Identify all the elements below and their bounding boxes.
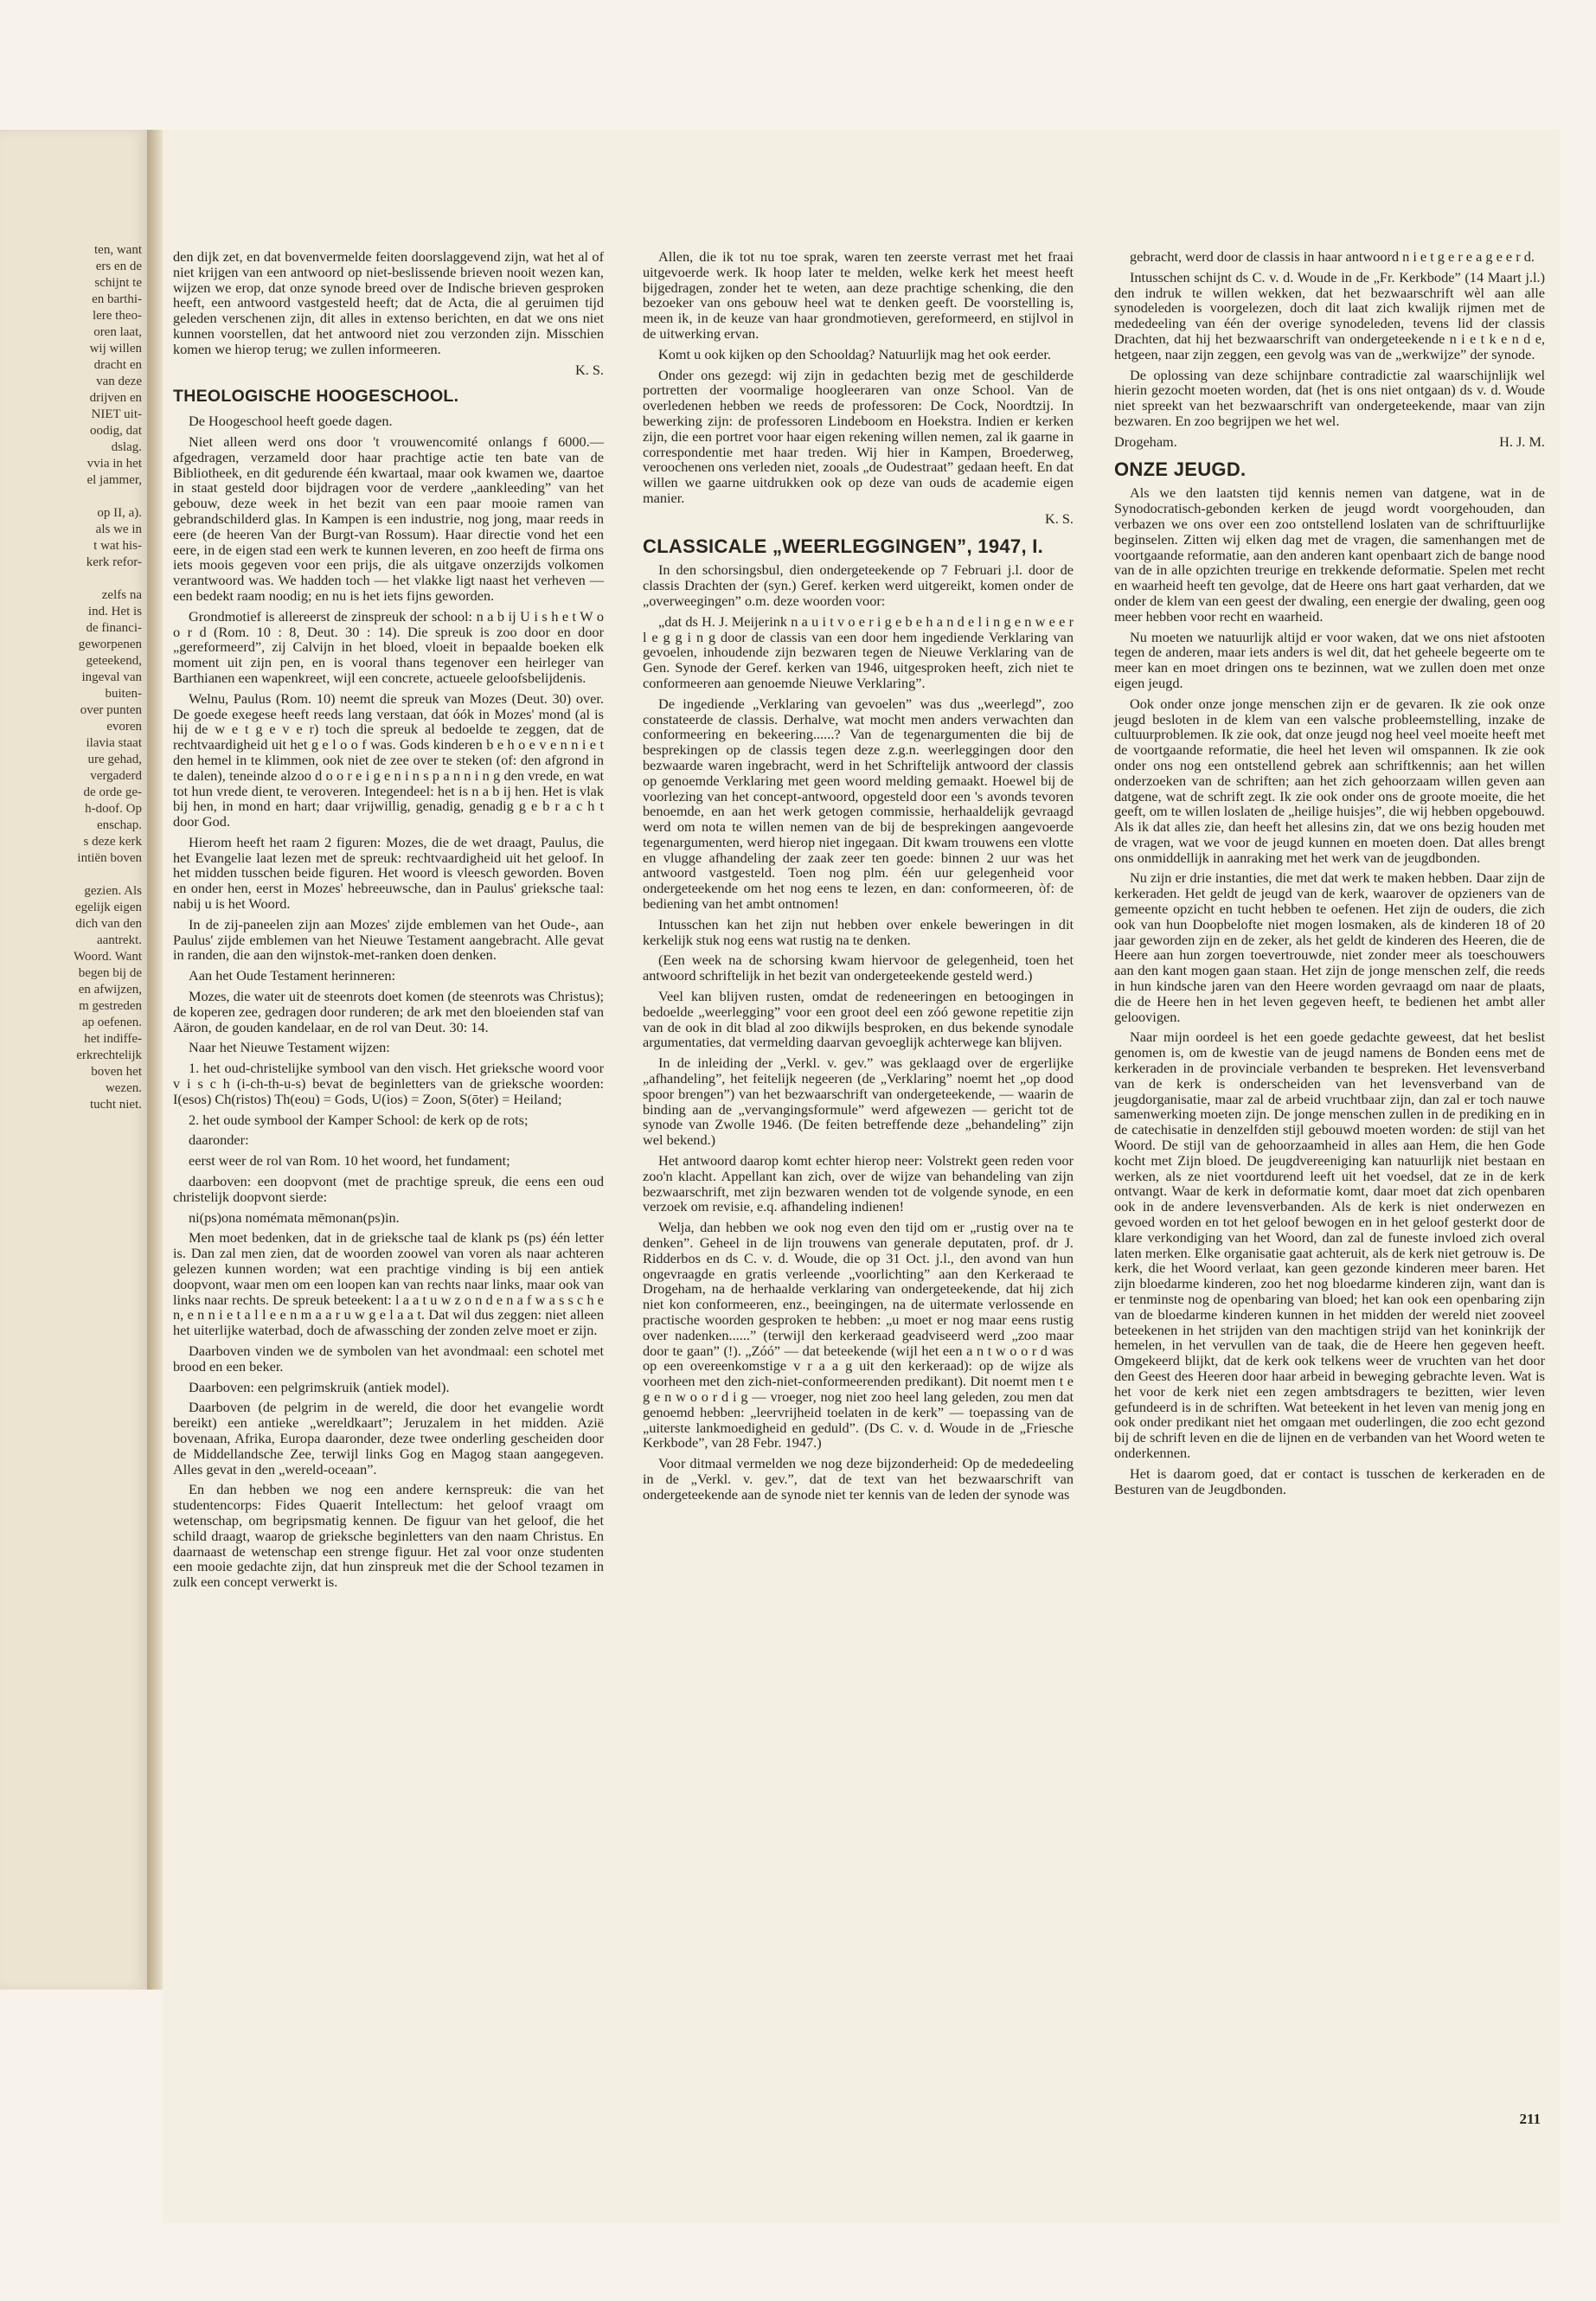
newspaper-page — [163, 130, 1560, 2223]
adjacent-page-line: oren laat, — [93, 325, 142, 339]
adjacent-page-line — [12, 489, 142, 505]
adjacent-page-line: ure gehad, — [87, 753, 142, 766]
adjacent-page-line: Woord. Want — [74, 950, 142, 964]
adjacent-page-line: wezen. — [105, 1081, 142, 1095]
col1-paragraph: Grondmotief is allereerst de zinspreuk der school: n a b ij U i s h e t W o o r d (Rom. 10 : 8, Deut. 30 : 14). Die spreuk is zoo door en door „gereformeerd”, zij Calvijn in het bloed, vloeit in bepaalde boeken elk moment uit zijn pen, en is vooral thans tegenover een heirleger van Barthianen een wapenkreet, wijl een concrete, actueele geloofsbelijdenis. — [173, 607, 604, 686]
adjacent-page-line: wij willen — [89, 342, 142, 356]
col3-paragraph: Ook onder onze jonge menschen zijn er de gevaren. Ik zie ook onze jeugd besloten in de klem van een valsche probleemstelling, inzake de cultuurproblemen. Ik zie ook, dat onze jeugd nog heel veel moeite heeft met de voortgaande reformatie, die heel het leven wil omspannen. Ik zie ook onder ons nog een ontstellend gebrek aan schriftkennis; aan het willen onderzoeken van de schriften; aan het zich gehoorzaam willen geven aan datgene, wat de schrift zegt. Ik zie ook onder ons de groote moeite, die het geeft, om te willen loslaten de „heilige huisjes”, die wij hebben opgebouwd. Als ik dat alles zie, dan heeft het allesins zin, dat we ons bezig houden met de vragen, wat we voor de jeugd kunnen en moeten doen. Dat alles brengt ons onmiddellijk in aanraking met het werk van de jeugdbonden. — [1114, 695, 1545, 866]
col1-paragraph: In de zij-paneelen zijn aan Mozes' zijde emblemen van het Oude-, aan Paulus' zijde emblemen van het Nieuwe Testament aangebracht. Alle gevat in randen, die aan den wijnstok-met-ranken doen denken. — [173, 915, 604, 964]
col3-paragraph: Nu moeten we natuurlijk altijd er voor waken, dat we ons niet afstooten tegen de anderen, maar iets anders is wel dit, dat het geheele begeerte om te meer kan en moet dringen ons te bezinnen, wat we zullen doen met onze eigen jeugd. — [1114, 628, 1545, 691]
column-3 — [1114, 249, 1545, 1502]
heading-onze-jeugd: ONZE JEUGD. — [1114, 458, 1247, 480]
col1-paragraph: De Hoogeschool heeft goede dagen. — [189, 413, 393, 430]
col1-paragraph: Hierom heeft het raam 2 figuren: Mozes, die de wet draagt, Paulus, die het Evangelie laat lezen met de spreuk: rechtvaardigheid uit het geloof. In het midden tusschen beide figuren. Het woord is vleesch geworden. Boven en onder hen, eerst in Mozes' hebreeuwsche, dan in Paulus' grieksche taal: nabij u is het Woord. — [173, 833, 604, 913]
adjacent-page-line: t wat his- — [93, 539, 142, 553]
adjacent-page-line: tucht niet. — [90, 1098, 142, 1112]
col2-body — [643, 562, 1074, 1502]
col1-paragraph: Welnu, Paulus (Rom. 10) neemt die spreuk van Mozes (Deut. 30) over. De goede exegese heeft reeds lang verstaan, dat óók in Mozes' mond (al is hij de w e t g e v e r) toch die spreuk al bedoelde te zeggen, dat de rechtvaardigheid uit het g e l o o f was. Gods kinderen b e h o e v e n n i e t den hemel in te klimmen, ook niet de zee over te steken (of: den afgrond in te dalen), teneinde alzoo d o o r e i g e n i n s p a n n i n g den vrede, en wat tot hun vrede dient, te veroveren. Integendeel: het is n a b ij hen. Het is vlak bij hen, in mond en hart; daar vrijwillig, genadig, genadig g e b r a c h t door God. — [173, 689, 604, 830]
adjacent-page-line: als we in — [95, 522, 142, 536]
col1-paragraph: Niet alleen werd ons door 't vrouwencomité onlangs f 6000.— afgedragen, verzameld door haar prachtige actie ten bate van de Bibliotheek, en dit gedurende één kwartaal, maar ook kwamen we, daartoe in staat gesteld door bijdragen voor de verdere „aankleeding” van het gebouw, deze week in het bezit van een paar mooie ramen van gebrandschilderd glas. In Kampen is een industrie, nog jong, maar reeds in eere (de heeren Van der Burgt-van Rossum). Haar directie vond het een eere, in de eigen stad een werk te kunnen leveren, en zoo heeft de firma ons iets moois gegeven voor een prijs, die als uitgave onzerzijds volkomen verantwoord was. We hadden toch — het vlakke ligt naast het verheven — een bedekt raam noodig; en nu is het iets fijns geworden. — [173, 433, 604, 604]
adjacent-page-line: kerk refor- — [86, 555, 142, 569]
col3-intro-paragraph: Intusschen schijnt ds C. v. d. Woude in de „Fr. Kerkbode” (14 Maart j.l.) den indruk te willen wekken, dat het bezwaarschrift wèl aan alle synodeleden is voorgelezen, doch dit laat zich kwalijk rijmen met de mededeeling van één der overige synodeleden, tevens lid der classis Drachten, dat hij het bezwaarschrift van ondergeteekende n i e t k e n d e, hetgeen, naar zijn zeggen, een gevolg was van de „werkwijze” der synode. — [1114, 268, 1545, 362]
col2-intro-signature: K. S. — [1044, 510, 1074, 527]
column-1 — [173, 249, 604, 1595]
adjacent-page-line: vvia in het — [87, 457, 142, 471]
adjacent-page-line: ers en de — [95, 260, 142, 273]
adjacent-page-line: de financi- — [86, 621, 142, 635]
col1-paragraph: Daarboven (de pelgrim in de wereld, die door het evangelie wordt bereikt) een antieke „wereldkaart”; Jeruzalem in het midden. Azië bovenaan, Afrika, Europa daaronder, deze twee onderling gescheiden door de Middellandsche Zee, terwijl links Gog en Magog staan aangegeven. Alles gevat in den „wereld-oceaan”. — [173, 1399, 604, 1477]
col3-intro — [1114, 249, 1545, 429]
col2-paragraph: Het antwoord daarop komt echter hierop neer: Volstrekt geen reden voor zoo'n klacht. Appellant kan zich, over de wijze van behandeling van zijn bezwaarschrift, met zijn bezwaren wenden tot de volgende synode, en een verzoek om revisie, e.q. afhandeling indienen! — [643, 1152, 1074, 1215]
col2-intro-paragraph: Komt u ook kijken op den Schooldag? Natuurlijk mag het ook eerder. — [658, 345, 1051, 362]
adjacent-page-line: ingeval van — [81, 670, 142, 684]
heading-classicale-weerleggingen: CLASSICALE „WEERLEGGINGEN”, 1947, I. — [643, 535, 1044, 557]
col2-paragraph: Welja, dan hebben we ook nog even den tijd om er „rustig over na te denken”. Geheel in de lijn trouwens van generale deputaten, prof. dr J. Ridderbos en ds C. v. d. Woude, die op 31 Oct. j.l., den avond van hun ongevraagde en gratis verleende „voorlichting” aan den Kerkeraad te Drogeham, na de herhaalde verklaring van ondergeteekende, dat hij zich niet kon conformeeren, enz., beeingingen, na de uitermate verlossende en practische woorden gesproken te hebben: „u moet er nog maar eens rustig over nadenken......” (terwijl den kerkeraad geadviseerd werd „zoo maar door te gaan” (!). „Zóó” — dat beteekende (wijl het een a n t w o o r d was op een overeenkomstige v r a a g uit den kerkeraad): op de wijze als voorheen met den zich-niet-conformeerenden predikant). Dit noemt men t e g e n w o o r d i g — vroeger, nog niet zoo heel lang geleden, zou men dat genoemd hebben: „leervrijheid toelaten in de kerk” — toepassing van de „uiterste lankmoedigheid en geduld”. (Ds C. v. d. Woude in de „Friesche Kerkbode”, van 28 Febr. 1947.) — [643, 1219, 1074, 1452]
col1-paragraph: 2. het oude symbool der Kamper School: de kerk op de rots; — [189, 1111, 529, 1128]
adjacent-page-line: ten, want — [94, 243, 142, 257]
page-number: 211 — [1519, 2111, 1541, 2127]
adjacent-page-line: h-doof. Op — [85, 802, 142, 816]
adjacent-page-line: erkrechtelijk — [76, 1048, 142, 1062]
adjacent-page-line: het indiffe- — [84, 1032, 142, 1046]
adjacent-page-line: begen bij de — [78, 966, 142, 980]
adjacent-page-text — [12, 242, 142, 1113]
col1-paragraph: ni(ps)ona nomémata mēmonan(ps)in. — [189, 1208, 400, 1226]
adjacent-page-line: geworpenen — [78, 638, 142, 651]
adjacent-page-line: geteekend, — [86, 654, 142, 668]
col1-paragraph: Men moet bedenken, dat in de grieksche taal de klank ps (ps) één letter is. Dan zal men zien, dat de woorden zoowel van voren als naar achteren gelezen kunnen worden; wat een prachtige vinding is bij een antiek doopvont, waar men om een loopen kan van rechts naar links, maar ook van links naar rechts. De spreuk beteekent: l a a t u w z o n d e n a f w a s s c h e n, e n n i e t a l l e e n m a a r u w g e l a a t. Dat wil dus zeggen: niet alleen het uiterlijke waterbad, doch de afwassching der zonden zelve moet er zijn. — [173, 1229, 604, 1339]
col3-paragraph: Het is daarom goed, dat er contact is tusschen de kerkeraden en de Besturen van de Jeugdbonden. — [1114, 1465, 1545, 1497]
adjacent-page-line: van deze — [96, 375, 142, 388]
col3-intro-paragraph: De oplossing van deze schijnbare contradictie zal waarschijnlijk wel hierin gezocht moeten worden, dat (het is ons niet ontgaan) ds v. d. Woude niet spreekt van het bezwaarschrift van ondergeteekende, maar van zijn bezwaren. En zoo begrijpen we het wel. — [1114, 366, 1545, 429]
adjacent-page-line: lere theo- — [92, 309, 142, 323]
adjacent-page-line: el jammer, — [87, 473, 142, 487]
signature-name: H. J. M. — [1499, 433, 1545, 450]
col3-body — [1114, 485, 1545, 1497]
adjacent-page-strip — [0, 130, 149, 1990]
adjacent-page-line: boven het — [91, 1065, 142, 1079]
col2-intro — [643, 249, 1074, 506]
col2-paragraph: In den schorsingsbul, dien ondergeteekende op 7 Februari j.l. door de classis Drachten der (syn.) Geref. kerken werd uitgereikt, komen onder de „overweegingen” o.m. deze woorden voor: — [643, 561, 1074, 609]
adjacent-page-line: schijnt te — [94, 276, 142, 290]
col2-paragraph: „dat ds H. J. Meijerink n a u i t v o e r i g e b e h a n d e l i n g e n w e e r l e g g i n g door de classis van een door hem ingediende Verklaring van gevoelen, inhoudende zijn bezwaren tegen de Nieuwe Verklaring van de Gen. Synode der Geref. kerken van 1946, uitgesproken heeft, zich niet te conformeeren aan genoemde Nieuwe Verklaring”. — [643, 612, 1074, 691]
column-2 — [643, 249, 1074, 1508]
col2-paragraph: (Een week na de schorsing kwam hiervoor de gelegenheid, toen het antwoord schriftelijk in het bezit van ondergeteekende gesteld werd.) — [643, 952, 1074, 984]
adjacent-page-line — [12, 867, 142, 883]
adjacent-page-line: oodig, dat — [90, 424, 142, 438]
adjacent-page-line: dracht en — [93, 358, 142, 372]
col2-paragraph: De ingediende „Verklaring van gevoelen” was dus „weerlegd”, zoo constateerde de classis. Derhalve, wat mocht men anders verwachten dan conformeering en bekeering......? Van de tegenargumenten die bij de besprekingen op de classis tegen deze z.g.n. weerleggingen door den bezwaarde waren ingebracht, werd in het Schriftelijk antwoord der classis op genoemde Verklaring met geen woord melding gemaakt. Hoewel bij de voorlezing van het concept-antwoord, opgesteld door een 's avonds tevoren benoemde, en aan het werk getogen commissie, herhaaldelijk gevraagd werd om nota te willen nemen van de bij de besprekingen aangevoerde tegenargumenten, werd hierop niet ingegaan. Dit kwam trouwens een vlotte en vlugge afhandeling der zaak zeer ten goede: binnen 2 uur was het antwoord vastgesteld. Toen nog plm. één uur gelegenheid voor ondergeteekende om het nog eens te lezen, en dan: conformeeren, òf: de bediening van het ambt ontnomen! — [643, 695, 1074, 913]
col1-paragraph: En dan hebben we nog een andere kernspreuk: die van het studentencorps: Fides Quaerit Intellectum: het geloof vraagt om wetenschap, om begripsmatig kennen. De figuur van het geloof, die het schild draagt, waarop de grieksche beginletters van den naam Christus. En daarnaast de wetenschap een strenge figuur. Het zal voor onze studenten een mooie gedachte zijn, dat hun zinspreuk met die der School tezamen in zulk een concept verwerkt is. — [173, 1481, 604, 1591]
adjacent-page-line: vergaderd — [90, 769, 142, 783]
col1-paragraph: daarboven: een doopvont (met de prachtige spreuk, die eens een oud christelijk doopvont sierde: — [173, 1173, 604, 1205]
col3-paragraph: Naar mijn oordeel is het een goede gedachte geweest, dat het beslist genomen is, om de kwestie van de jeugd namens de Bonden eens met de kerkeraden in de provinciale verbanden te bespreken. Het levensverband van de kerk is onderscheiden van het levensverband van de jeugdorganisatie, maar zal de arbeid vruchtbaar zijn, dan zal er toch nauwe samenwerking moeten zijn. De jonge menschen zullen in de prediking en in de catechisatie in denzelfden stijl gebouwd moeten worden: de stijl van het Woord. De stijl van de gehoorzaamheid in alles aan Hem, die hen Gode kocht met Zijn bloed. De jeugdvereeniging kan natuurlijk niet bestaan en werken, als ze niet voortdurend leeft uit het voedsel, dat ze in de kerk ontvangt. Waar de kerk in deformatie komt, daar moet dat zich openbaren ook in de andere levensverbanden. Als de kerk is niet onderwezen en gevoed worden en tot het geloof bewogen en in het geloof gesterkt door de klare verkondiging van het Woord, dan zal de funeste invloed zich overal laten merken. Elke organisatie gaat achteruit, als de kerk niet getrouw is. De kerk, die het Woord verlaat, kan geen gezonde kinderen meer baren. Het zijn bloedarme kinderen, zoo het nog bloedarme kinderen zijn, want dan is er tenminste nog de openbaring van bloed; het kan ook een openbaring zijn van de bloedarme kinderen kunnen in het midden der wereld niet zooveel beteekenen in het strijden van den machtigen strijd van het koninkrijk der hemelen, in het vervullen van de taak, die de Heere hen gegeven heeft. Omgekeerd blijkt, dat de kerk ook telkens weer de vruchten van het door den Geest des Heeren door haar arbeid in beweging gebrachte leven. Wat is het voor de kerk niet een zegen ambtsdragers te bezitten, wier leven gefundeerd is in de schriften. Wat beteekent in het leven van menig jong en ook onder predikant niet het omgaan met ouderlingen, die zoo echt gezond bij de schrift leven en die de lijnen en de verbanden van het Woord weten te onderkennen. — [1114, 1029, 1545, 1461]
adjacent-page-line: en barthi- — [92, 292, 142, 306]
signature-place: Drogeham. — [1114, 433, 1177, 450]
col2-intro-paragraph: Onder ons gezegd: wij zijn in gedachten bezig met de geschilderde portretten der voormalige hoogleeraren van onze School. Van de overledenen hebben we reeds de professoren: De Cock, Noordtzij. In bewerking zijn: de professoren Lindeboom en Hoekstra. Indien er kerken zijn, die een portret voor haar eigen rekening willen nemen, zal ik gaarne in correspondentie met haar treden. Wij hier in Kampen, Broederweg, veroochenen ons verleden niet, zooals „de Oudestraat” gedaan heeft. En dat willen we gaarne uitdrukken ook op deze van ouds de academie eigen manier. — [643, 366, 1074, 506]
adjacent-page-line: intiën boven — [77, 851, 142, 865]
col1-paragraph: Aan het Oude Testament herinneren: — [189, 967, 396, 984]
adjacent-page-line: aantrekt. — [96, 933, 142, 947]
adjacent-page-line: dich van den — [75, 917, 142, 931]
adjacent-page-line: ilavia staat — [86, 736, 142, 750]
col1-paragraph: Daarboven: een pelgrimskruik (antiek model). — [189, 1378, 450, 1395]
col1-intro-signature: K. S. — [574, 361, 604, 378]
col2-paragraph: In de inleiding der „Verkl. v. gev.” was geklaagd over de ergerlijke „afhandeling”, het feitelijk negeeren (de „Verklaring” noemt het „op dood spoor brengen”) van het bezwaarschrift van ondergeteekende, — waarin de binding aan de „vervangingsformule” werd afgewezen — gericht tot de synode van Zwolle 1946. (De feiten betreffende deze „behandeling” zijn wel bekend.) — [643, 1054, 1074, 1149]
adjacent-page-line: de orde ge- — [83, 785, 142, 799]
col2-paragraph: Intusschen kan het zijn nut hebben over enkele beweringen in dit kerkelijk stuk nog eens wat rustig na te denken. — [643, 915, 1074, 948]
col1-body — [173, 413, 604, 1590]
col3-intro-paragraph: gebracht, werd door de classis in haar antwoord n i e t g e r e a g e e r d. — [1130, 248, 1535, 265]
adjacent-page-line: enschap. — [96, 818, 142, 832]
col1-paragraph: Mozes, die water uit de steenrots doet komen (de steenrots was Christus); de koperen zee, gedragen door runderen; de ark met den bloeienden staf van Aäron, de gouden kandelaar, en de rol van Deut. 30: 14. — [173, 988, 604, 1035]
adjacent-page-line: ap oefenen. — [81, 1016, 142, 1029]
adjacent-page-line — [12, 571, 142, 587]
col1-intro: den dijk zet, en dat bovenvermelde feiten doorslaggevend zijn, wat het al of niet krijgen van een antwoord op niet-beslissende brieven nooit wezen kan, wijzen we erop, dat onze synode breed over de Indische brieven gesproken heeft, een antwoord vastgesteld heeft; dat de Acta, die al geruimen tijd geleden verschenen zijn, dit alles in extenso berichten, en dat we ons niet kunnen voorstellen, dat het antwoord niet zou verzonden zijn. Misschien komen we hierop terug; we zullen informeeren. — [173, 248, 604, 357]
adjacent-page-line: drijven en — [89, 391, 142, 405]
adjacent-page-line: dslag. — [111, 440, 142, 454]
col3-paragraph: Nu zijn er drie instanties, die met dat werk te maken hebben. Daar zijn de kerkeraden. Het geldt de jeugd van de kerk, waarover de opzieners van de gemeente opzicht en tucht hebben te oefenen. Het zijn de ouders, die zich ook van hun Doopbelofte niet mogen losmaken, als de kinderen 18 of 20 jaar geworden zijn en de zeker, als het geldt de kinderen des Heeren, die de Heere aan hun zorgen toevertrouwde, niet zonder meer als toeschouwers aan den kant mogen gaan staan. Het zijn de jonge menschen zelf, die reeds in hun kindsche jaren van den Heere worden gevraagd om naar de plaats, die de Heere hen in het leven gegeven heeft, te bedienen het ambt aller geloovigen. — [1114, 869, 1545, 1025]
col2-intro-paragraph: Allen, die ik tot nu toe sprak, waren ten zeerste verrast met het fraai uitgevoerde werk. Ik hoop later te melden, welke kerk het meest heeft bijgedragen, zonder het te weten, aan deze prachtige schenking, die den bezoeker van ons gebouw heel wat te denken geeft. De voorstelling is, meen ik, in de keuze van haar grondmotieven, gereformeerd, en stijlvol in de uitwerking ervan. — [643, 248, 1074, 342]
adjacent-page-line: NIET uit- — [91, 407, 142, 421]
col3-paragraph: Als we den laatsten tijd kennis nemen van datgene, wat in de Synodocratisch-gebonden kerken de jeugd wordt voorgehouden, dan verbazen we ons over een zoo ontstellend loslaten van de schriftuurlijke beginselen. Zitten wij elken dag met de vragen, die samenhangen met de voortgaande reformatie, aan den anderen kant openbaart zich de bange nood van de in alle opzichten treurige en trekkende deformatie. Spelen met recht en waarheid heeft ten gevolge, dat de Heere ons hart gaat verharden, dat we onder de klem van een geest der dwaling, een energie der dwaling, geen oog meer hebben voor recht en waarheid. — [1114, 484, 1545, 625]
col3-signature-line — [1114, 434, 1545, 450]
col2-paragraph: Voor ditmaal vermelden we nog deze bijzonderheid: Op de mededeeling in de „Verkl. v. gev.”, dat de text van het bezwaarschrift van ondergeteekende aan de synode niet ter kennis van de leden der synode was — [643, 1455, 1074, 1503]
col1-paragraph: eerst weer de rol van Rom. 10 het woord, het fundament; — [189, 1152, 510, 1170]
adjacent-page-line: gezien. Als — [84, 884, 142, 898]
adjacent-page-line: buiten- — [105, 687, 142, 701]
adjacent-page-line: over punten — [80, 703, 142, 717]
col2-paragraph: Veel kan blijven rusten, omdat de redeneeringen en betoogingen in bedoelde „weerlegging” voor een groot deel een zóó gewone repetitie zijn van de ook in dit blad al zoo dikwijls besproken, en dus bekende synodale argumentaties, dat vermelding daarvan gevoeglijk achterwege kan blijven. — [643, 988, 1074, 1051]
adjacent-page-line: m gestreden — [79, 999, 142, 1013]
adjacent-page-line: egelijk eigen — [74, 901, 142, 914]
col1-paragraph: 1. het oud-christelijke symbool van den visch. Het grieksche woord voor v i s c h (i-ch-th-u-s) bevat de beginletters van de grieksche woorden: I(esos) Ch(ristos) Th(eou) = Gods, U(ios) = Zoon, S(ōter) = Heiland; — [173, 1060, 604, 1107]
adjacent-page-line: op II, a). — [97, 506, 142, 520]
adjacent-page-line: ind. Het is — [87, 605, 142, 619]
heading-theologische-hoogeschool: THEOLOGISCHE HOOGESCHOOL. — [173, 387, 459, 407]
adjacent-page-line: s deze kerk — [83, 835, 142, 849]
adjacent-page-line: en afwijzen, — [78, 983, 142, 997]
adjacent-page-line: evoren — [106, 720, 142, 734]
page-fold — [147, 130, 164, 1990]
col1-paragraph: Daarboven vinden we de symbolen van het avondmaal: een schotel met brood en een beker. — [173, 1343, 604, 1375]
col1-paragraph: daaronder: — [189, 1131, 249, 1149]
adjacent-page-line: zelfs na — [101, 588, 142, 602]
col1-paragraph: Naar het Nieuwe Testament wijzen: — [189, 1039, 390, 1056]
